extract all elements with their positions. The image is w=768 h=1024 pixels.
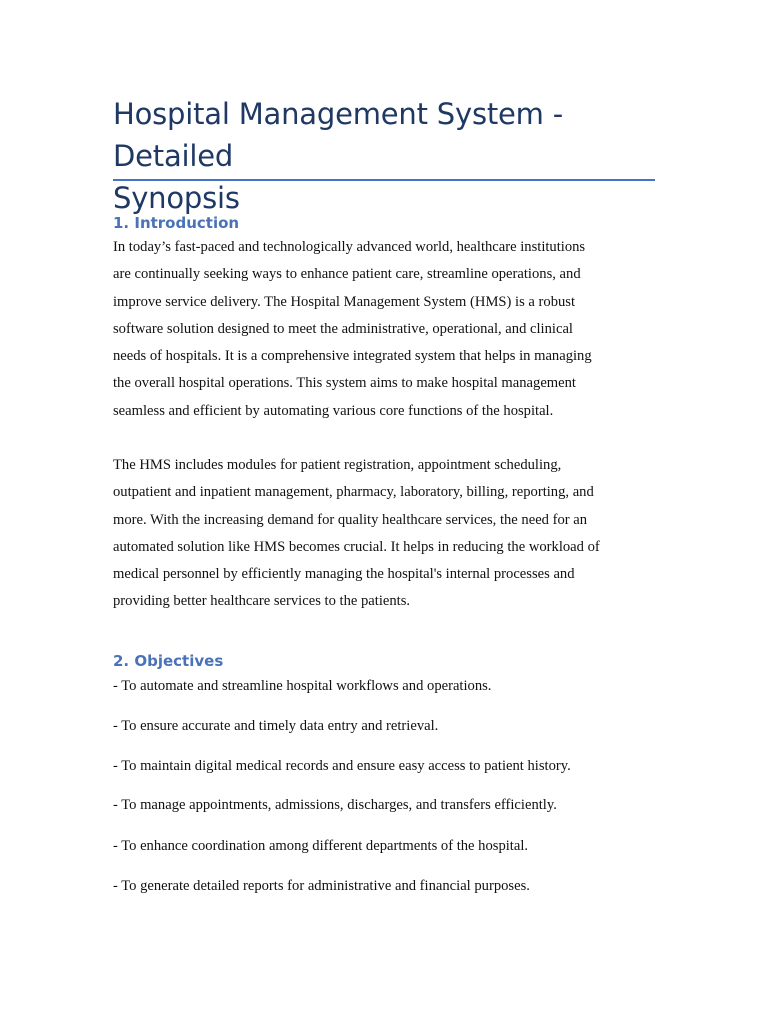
paragraph-line: software solution designed to meet the administrative, operational, and clinical (113, 320, 573, 337)
paragraph-line: providing better healthcare services to the patients. (113, 593, 411, 610)
objective-item: - To automate and streamline hospital workflows and operations. (113, 678, 492, 694)
page-title (113, 93, 673, 219)
title-divider (113, 179, 655, 181)
intro-paragraph-2 (113, 452, 673, 616)
objective-item: - To ensure accurate and timely data entry and retrieval. (113, 718, 439, 734)
paragraph-line: needs of hospitals. It is a comprehensive integrated system that helps in managing (113, 348, 592, 365)
title-line-2: Synopsis (113, 181, 240, 215)
paragraph-line: automated solution like HMS becomes crucial. It helps in reducing the workload of (113, 538, 600, 555)
section-heading-introduction: 1. Introduction (113, 214, 240, 232)
objective-item: - To maintain digital medical records and ensure easy access to patient history. (113, 758, 571, 774)
intro-paragraph-1 (113, 234, 673, 425)
paragraph-line: outpatient and inpatient management, pharmacy, laboratory, billing, reporting, and (113, 484, 594, 501)
objective-item: - To manage appointments, admissions, discharges, and transfers efficiently. (113, 797, 557, 813)
title-line-1: Hospital Management System - Detailed (113, 97, 564, 173)
paragraph-line: The HMS includes modules for patient registration, appointment scheduling, (113, 457, 562, 473)
paragraph-line: more. With the increasing demand for quality healthcare services, the need for an (113, 511, 588, 528)
paragraph-line: In today’s fast-paced and technologically advanced world, healthcare institutions (113, 239, 586, 255)
paragraph-line: seamless and efficient by automating various core functions of the hospital. (113, 402, 554, 419)
paragraph-line: are continually seeking ways to enhance patient care, streamline operations, and (113, 266, 581, 283)
paragraph-line: improve service delivery. The Hospital Management System (HMS) is a robust (113, 293, 576, 310)
objective-item: - To generate detailed reports for administrative and financial purposes. (113, 878, 530, 894)
paragraph-line: medical personnel by efficiently managing the hospital's internal processes and (113, 566, 575, 583)
objective-item: - To enhance coordination among different departments of the hospital. (113, 838, 529, 854)
section-heading-objectives: 2. Objectives (113, 652, 224, 670)
paragraph-line: the overall hospital operations. This system aims to make hospital management (113, 375, 576, 392)
